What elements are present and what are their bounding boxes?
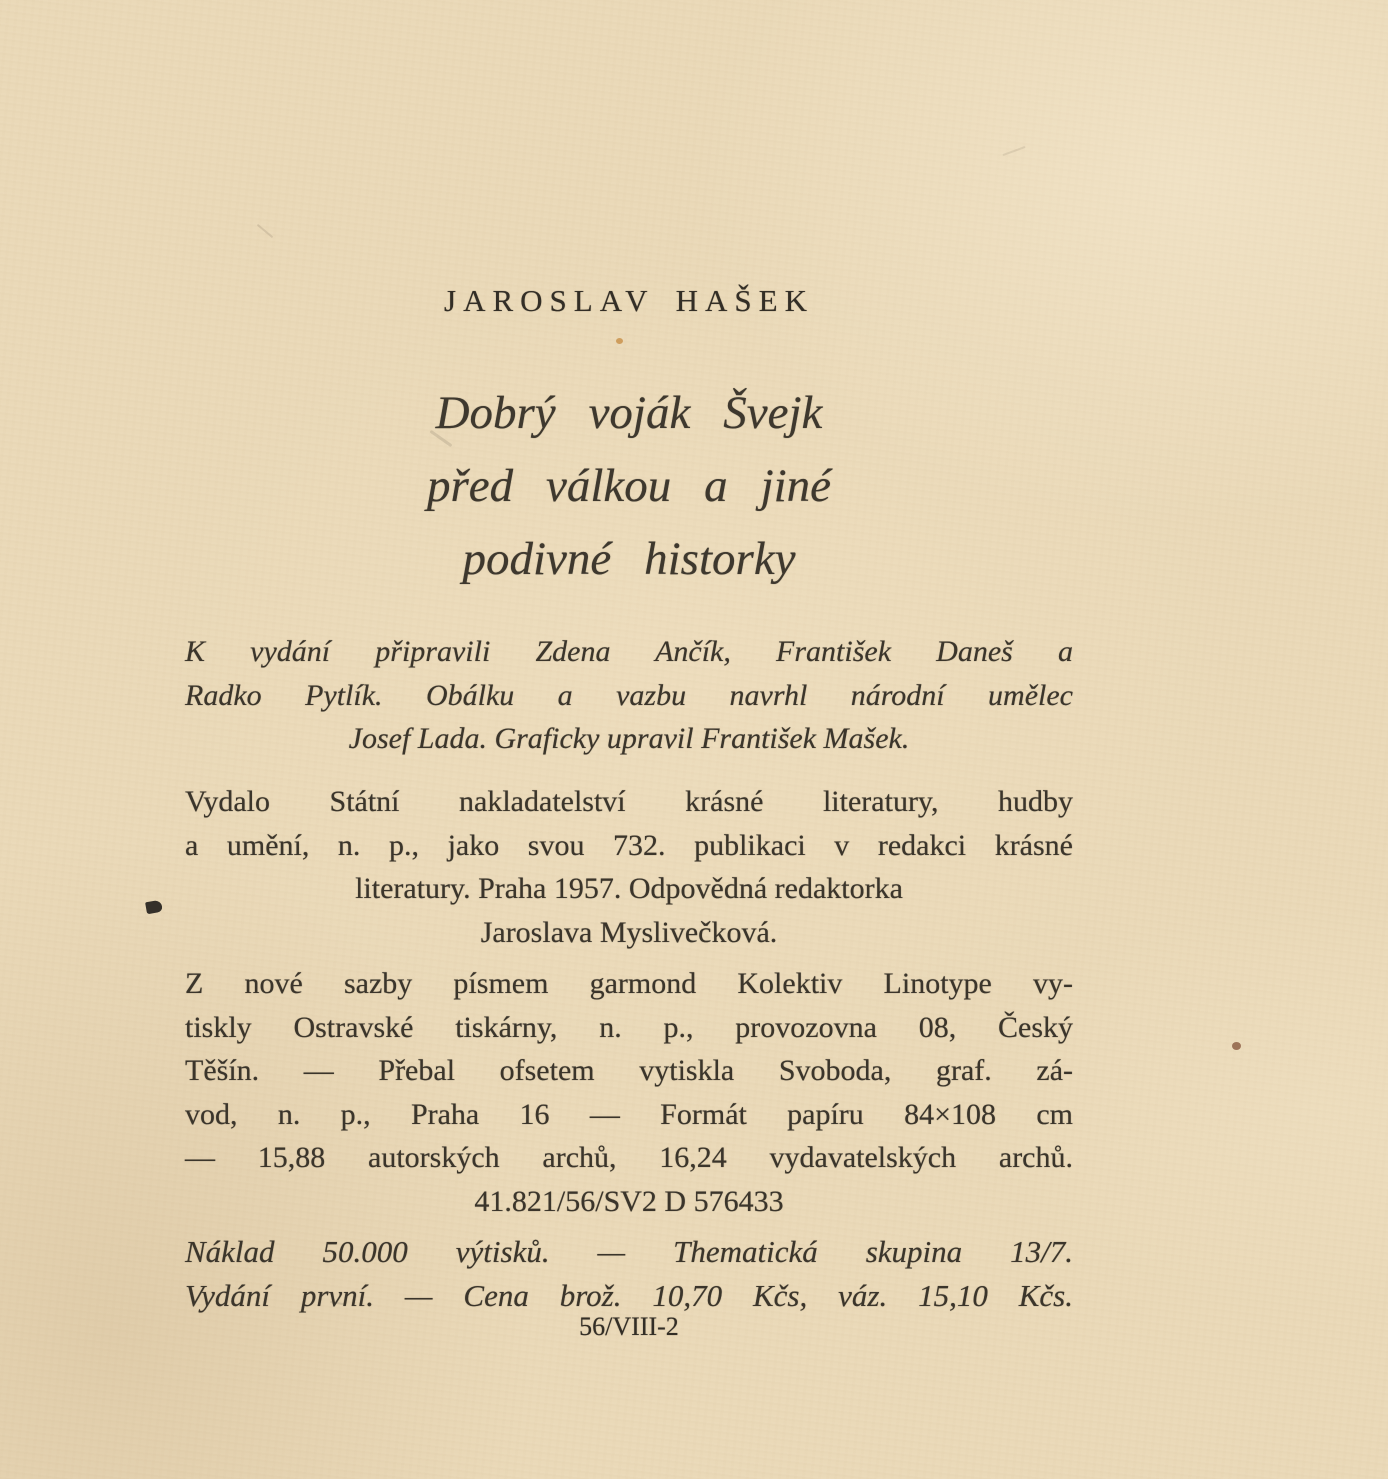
printing-line: — 15,88 autorských archů, 16,24 vydavatelských archů. — [185, 1141, 1073, 1174]
credits-paragraph — [185, 630, 1073, 761]
title-line-3: podivné historky — [462, 533, 796, 585]
paper-fiber — [1002, 146, 1025, 156]
paper-stain — [616, 338, 623, 344]
printing-line: vod, n. p., Praha 16 — Formát papíru 84×108 cm — [185, 1097, 1073, 1131]
publisher-line: Vydalo Státní nakladatelství krásné literatury, hudby — [185, 785, 1073, 818]
credits-line: Josef Lada. Graficky upravil František Mašek. — [348, 722, 910, 755]
publisher-line: Jaroslava Myslivečková. — [480, 915, 778, 949]
edition-line: Vydání první. — Cena brož. 10,70 Kčs, váz. 15,10 Kčs. — [185, 1277, 1073, 1313]
edition-paragraph — [185, 1230, 1073, 1317]
title-line-1: Dobrý voják Švejk — [435, 387, 823, 439]
author-name: JAROSLAV HAŠEK — [444, 283, 814, 318]
credits-line: K vydání připravili Zdena Ančík, František Daneš a — [185, 635, 1073, 668]
printing-reference-number: 41.821/56/SV2 D 576433 — [474, 1184, 784, 1218]
paper-stain — [1232, 1042, 1241, 1050]
edition-line: Náklad 50.000 výtisků. — Thematická skupina 13/7. — [185, 1234, 1073, 1269]
title-line-2: před válkou a jiné — [426, 460, 832, 512]
print-signature: 56/VIII-2 — [579, 1312, 679, 1341]
book-title — [185, 377, 1073, 596]
publisher-line: a umění, n. p., jako svou 732. publikaci v redakci krásné — [185, 828, 1073, 862]
publisher-line: literatury. Praha 1957. Odpovědná redaktorka — [355, 872, 903, 905]
printing-line: tiskly Ostravské tiskárny, n. p., provozovna 08, Český — [185, 1010, 1073, 1044]
printing-line: Těšín. — Přebal ofsetem vytiskla Svoboda, graf. zá- — [185, 1054, 1073, 1087]
printing-line: Z nové sazby písmem garmond Kolektiv Linotype vy- — [185, 967, 1073, 1000]
ink-speck — [145, 900, 163, 915]
publisher-paragraph — [185, 780, 1073, 954]
printing-paragraph — [185, 962, 1073, 1223]
credits-line: Radko Pytlík. Obálku a vazbu navrhl národní umělec — [185, 678, 1073, 712]
paper-fiber — [257, 224, 274, 238]
